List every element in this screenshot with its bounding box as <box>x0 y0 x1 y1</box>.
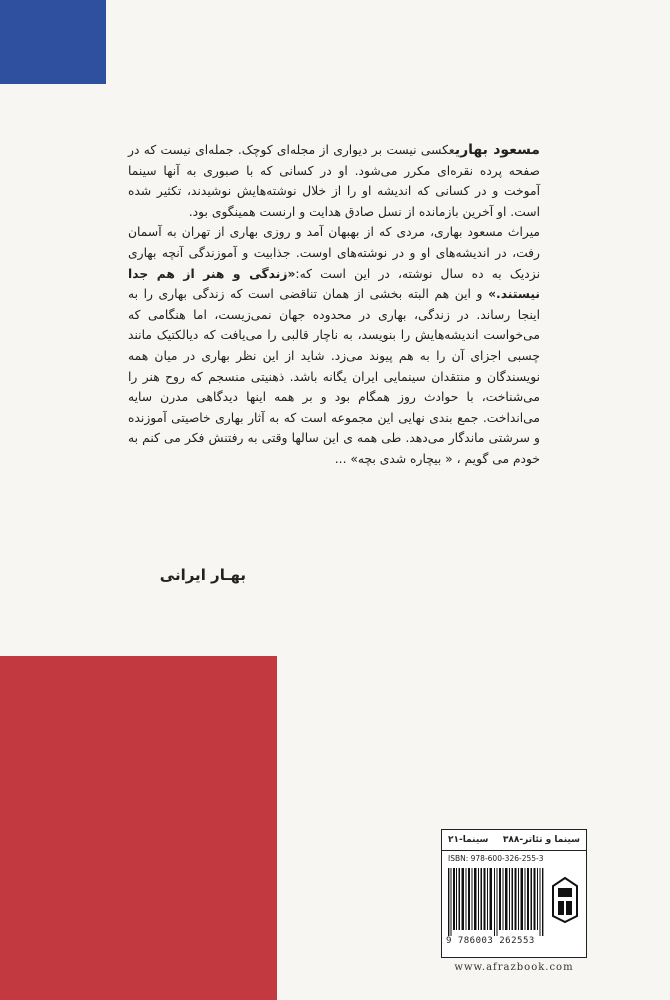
barcode-box <box>441 829 587 958</box>
afraz-logo-icon <box>551 876 579 924</box>
paragraph-1-text: عکسی نیست بر دیواری از مجله‌ای کوچک. جمله‌ای نیست که در صفحه پرده نقره‌ای مکرر می‌شود. او در کسانی که با صبوری به آنها سینما آموخت و در کسانی که اندیشه او را از خلال نوشته‌هایش نوشیدند، تکثیر شده است. او آخرین بازمانده از نسل صادق هدایت و ارنست همینگوی بود. <box>128 143 540 219</box>
barcode-icon <box>448 868 544 936</box>
lead-name: مسعود بهاری <box>454 142 540 158</box>
quote: «زندگی و هنر از هم جدا نیستند.» <box>128 266 540 302</box>
author-signature: بهـار ایرانی <box>159 566 246 584</box>
description-text <box>128 140 540 470</box>
series-number: سینما-۲۱ <box>448 835 489 845</box>
series-row <box>442 830 586 851</box>
barcode-number: 9 786003 262553 <box>446 936 535 946</box>
blue-color-block <box>0 0 106 84</box>
paragraph-1 <box>128 140 540 222</box>
paragraph-2 <box>128 222 540 469</box>
publisher-website: www.afrazbook.com <box>454 962 574 973</box>
isbn: ISBN: 978-600-326-255-3 <box>448 854 544 863</box>
series-label: سینما و تئاتر-۳۸۸ <box>502 835 580 845</box>
red-color-block <box>0 656 277 1000</box>
paragraph-2-text-a: میراث مسعود بهاری، مردی که از بهبهان آمد و روزی بهاری از تهران به آسمان رفت، در اندیشه‌های او و در نوشته‌های اوست. جذابیت و آموزندگی آنچه بهاری نزدیک به ده سال نوشته، در این است که: <box>128 225 540 281</box>
paragraph-2-text-b: و این هم البته بخشی از همان تناقضی است که زندگی بهاری را به اینجا رساند. در زندگی، بهاری در محدوده جهان نمی‌زیست، اما هنگامی که می‌خواست اندیشه‌هایش را بنویسد، به ناچار قالبی را می‌یافت که دیالکتیک مانند چسبی اجزای آن را به هم پیوند می‌زد. شاید از این نظر بهاری در میان همه نویسندگان و منتقدان سینمایی ایران یگانه باشد. ذهنیتی منسجم که روح هنر را می‌شناخت، با حوادث روز همگام بود و بر همه اینها دیدگاهی مدرن سایه می‌انداخت. جمع بندی نهایی این مجموعه است که به آثار بهاری خاصیتی آموزنده و سرشتی ماندگار می‌دهد. طی همه ی این سالها وقتی به رفتنش فکر می کنم به خودم می گویم ، « بیچاره شدی بچه» ... <box>128 287 540 466</box>
